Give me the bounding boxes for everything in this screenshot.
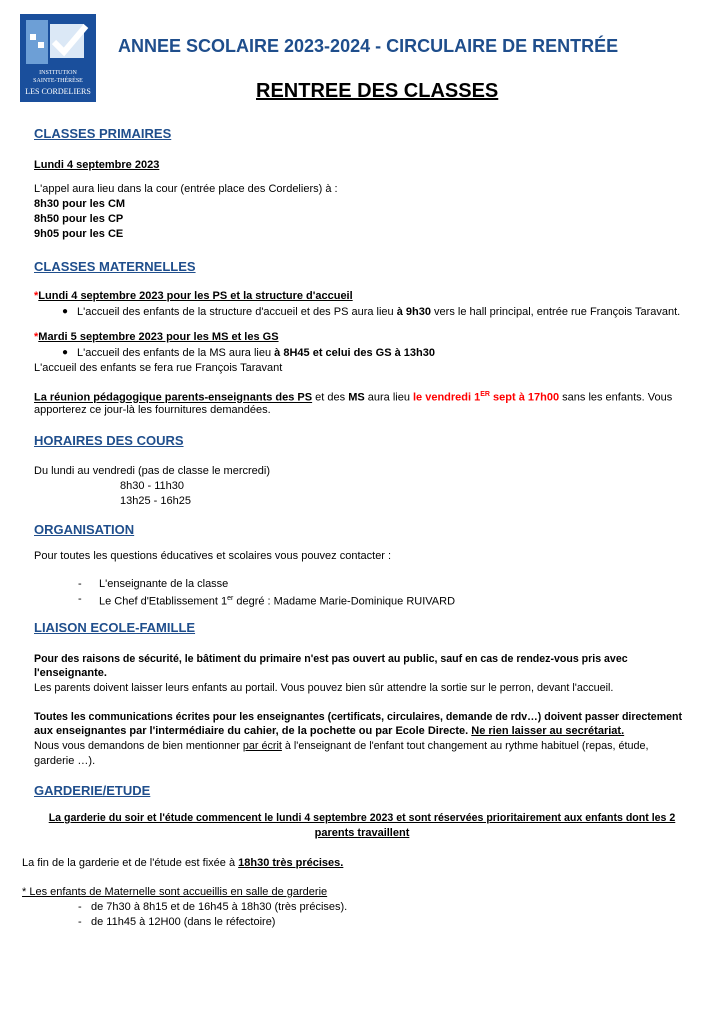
logo-text-3: LES CORDELIERS <box>25 87 91 96</box>
liaison-p3-line1: Toutes les communications écrites pour les enseignantes (certificats, circulaires, demande de rdv…) doivent passer directement <box>34 711 683 723</box>
text: La réunion pédagogique parents-enseignants des PS <box>34 391 313 404</box>
section-heading-primaires: CLASSES PRIMAIRES <box>34 126 172 141</box>
garderie-maternelle: * Les enfants de Maternelle sont accueillis en salle de garderie <box>22 886 328 898</box>
section-heading-organisation: ORGANISATION <box>34 522 135 537</box>
liaison-p2: Les parents doivent laisser leurs enfants au portail. Vous pouvez bien sûr attendre la sortie sur le perron, devant l'accueil. <box>34 682 614 694</box>
text-bold: à 8H45 et celui des GS à 13h30 <box>274 347 435 359</box>
maternelles-item2-note: L'accueil des enfants se fera rue François Taravant <box>34 362 283 374</box>
primaires-time-cp: 8h50 pour les CP <box>34 213 124 225</box>
garderie-mat-item2: de 11h45 à 12H00 (dans le réfectoire) <box>91 916 276 928</box>
liaison-p4-line1 <box>34 739 649 753</box>
section-heading-garderie: GARDERIE/ETUDE <box>34 783 151 798</box>
text: le vendredi 1 <box>413 391 481 404</box>
asterisk: * <box>34 290 39 302</box>
garderie-center-line2: parents travaillent <box>314 827 410 839</box>
section-heading-horaires: HORAIRES DES COURS <box>34 433 184 448</box>
garderie-center-line1: La garderie du soir et l'étude commencent le lundi 4 septembre 2023 et sont réservées prioritairement aux enfants dont les 2 <box>48 812 676 824</box>
text: à l'enseignant de l'enfant tout changement au rythme habituel (repas, étude, <box>281 740 649 752</box>
bullet-icon: ● <box>62 347 69 358</box>
organisation-intro: Pour toutes les questions éducatives et scolaires vous pouvez contacter : <box>34 550 392 562</box>
text: L'accueil des enfants de la structure d'accueil et des PS aura lieu <box>77 306 397 318</box>
reunion-line2: apporterez ce jour-là les fournitures demandées. <box>34 404 271 416</box>
section-heading-maternelles: CLASSES MATERNELLES <box>34 259 196 274</box>
liaison-p1-line1: Pour des raisons de sécurité, le bâtiment du primaire n'est pas ouvert au public, sauf en cas de rendez-vous pris avec <box>34 653 628 665</box>
text: et des <box>312 391 349 404</box>
section-heading-liaison: LIAISON ECOLE-FAMILLE <box>34 620 196 635</box>
garderie-mat-item1: de 7h30 à 8h15 et de 16h45 à 18h30 (très précises). <box>91 901 348 913</box>
logo-text-2: SAINTE-THÉRÈSE <box>33 78 83 84</box>
text: Ne rien laisser au secrétariat. <box>471 725 625 737</box>
primaires-time-ce: 9h05 pour les CE <box>34 228 124 240</box>
liaison-p4-line2: garderie …). <box>34 755 96 767</box>
document-title: ANNEE SCOLAIRE 2023-2024 - CIRCULAIRE DE RENTRÉE <box>118 36 619 56</box>
horaires-slot2: 13h25 - 16h25 <box>120 495 191 507</box>
text: 18h30 très précises. <box>238 857 344 869</box>
garderie-fin <box>22 856 343 870</box>
horaires-line1: Du lundi au vendredi (pas de classe le mercredi) <box>34 465 271 477</box>
text: er <box>227 595 234 602</box>
text: degré : Madame Marie-Dominique RUIVARD <box>233 595 456 608</box>
maternelles-item1-title: Lundi 4 septembre 2023 pour les PS et la structure d'accueil <box>38 290 353 302</box>
text: sept à 17h00 <box>490 391 560 404</box>
maternelles-item2 <box>34 330 279 344</box>
text: sans les enfants. Vous <box>559 391 673 404</box>
liaison-p1-line2: l'enseignante. <box>34 667 107 679</box>
dash-icon: - <box>78 901 82 913</box>
text: ER <box>480 391 490 398</box>
dash-icon: - <box>78 578 82 590</box>
text: vers le hall principal, entrée rue François Taravant. <box>430 306 681 318</box>
maternelles-item1 <box>34 289 353 303</box>
text: La fin de la garderie et de l'étude est fixée à <box>22 857 239 869</box>
liaison-p3-line2 <box>34 724 624 738</box>
maternelles-item2-bullet <box>77 346 435 360</box>
school-logo <box>20 14 96 102</box>
asterisk: * <box>34 331 39 343</box>
text: aux enseignantes par l'intermédiaire du cahier, de la pochette ou par Ecole Directe. <box>34 725 472 737</box>
document-subtitle: RENTREE DES CLASSES <box>256 80 499 102</box>
primaires-intro: L'appel aura lieu dans la cour (entrée place des Cordeliers) à : <box>34 183 338 195</box>
text: Le Chef d'Etablissement 1 <box>99 595 228 608</box>
bullet-icon: ● <box>62 306 69 317</box>
maternelles-item1-bullet <box>77 305 680 319</box>
text: Nous vous demandons de bien mentionner <box>34 740 243 752</box>
dash-icon: - <box>78 916 82 928</box>
logo-text-1: INSTITUTION <box>39 70 77 76</box>
organisation-item2 <box>99 592 455 609</box>
horaires-slot1: 8h30 - 11h30 <box>120 480 185 492</box>
text-bold: à 9h30 <box>396 306 431 318</box>
maternelles-item2-title: Mardi 5 septembre 2023 pour les MS et les GS <box>38 331 279 343</box>
primaires-date: Lundi 4 septembre 2023 <box>34 159 160 171</box>
organisation-item1: L'enseignante de la classe <box>99 578 229 590</box>
text: par écrit <box>242 740 282 752</box>
text: aura lieu <box>364 391 413 404</box>
text: L'accueil des enfants de la MS aura lieu <box>77 347 275 359</box>
text: MS <box>348 391 365 404</box>
dash-icon: - <box>78 593 82 605</box>
primaires-time-cm: 8h30 pour les CM <box>34 198 126 210</box>
